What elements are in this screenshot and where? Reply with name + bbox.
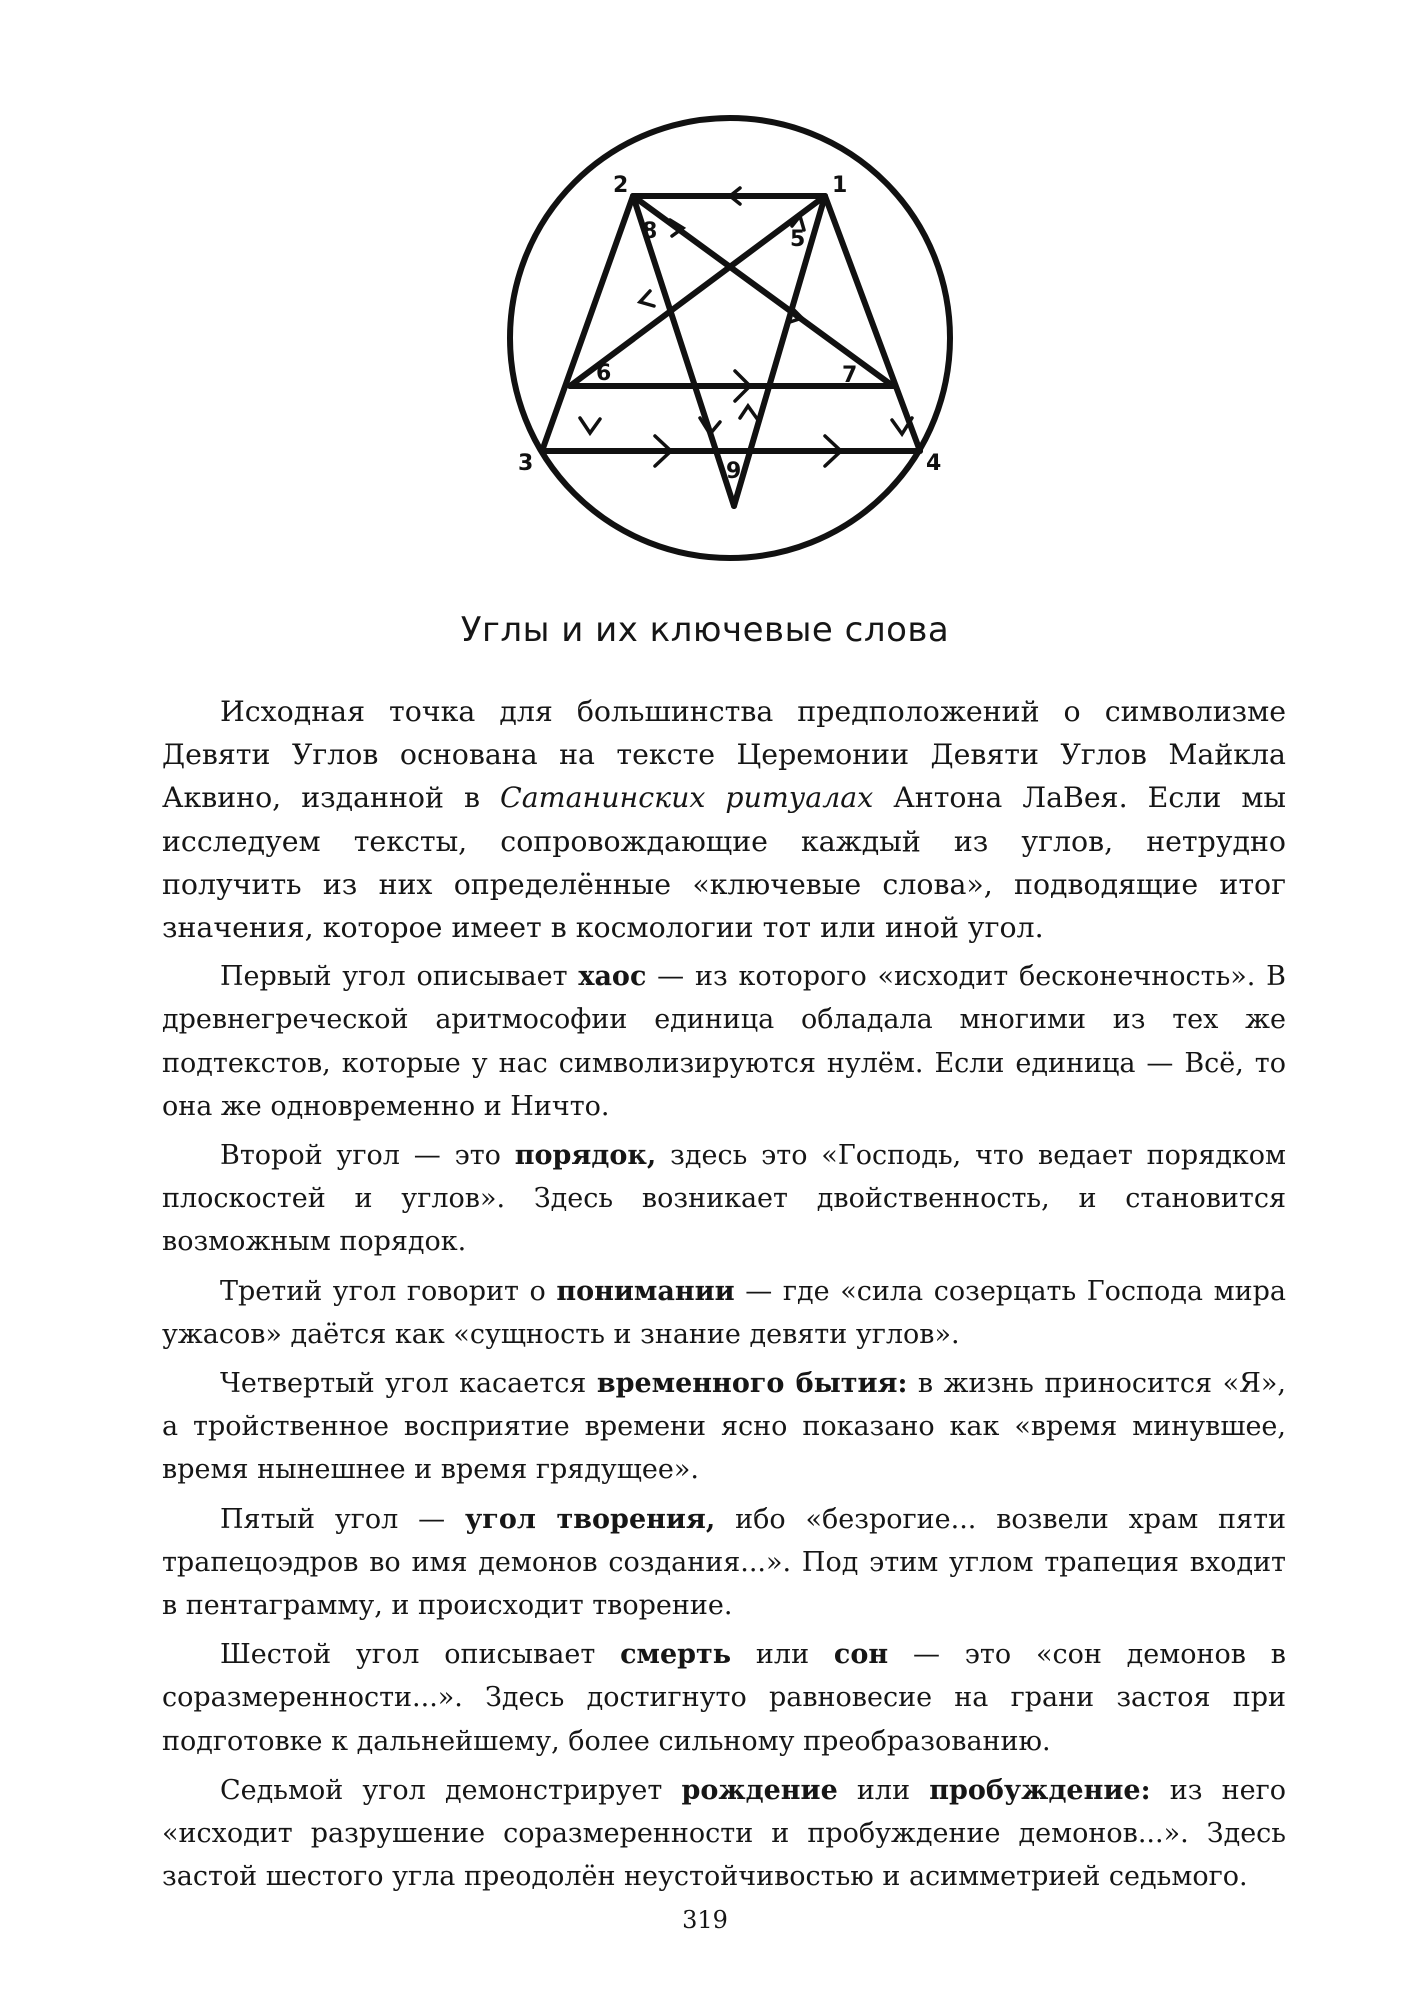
paragraph-4 (162, 1270, 1286, 1356)
page-number: 319 (682, 1906, 728, 1934)
text-span: Пятый угол — (220, 1503, 466, 1535)
section-title: Углы и их ключевые слова (460, 610, 950, 650)
text-span: Шестой угол описывает (220, 1639, 621, 1671)
diagram-line-2-7 (633, 196, 893, 386)
keyword-bold: пробуждение: (929, 1774, 1151, 1806)
paragraph-5 (162, 1362, 1286, 1492)
keyword-bold: временного бытия: (596, 1368, 908, 1400)
vertex-label-6: 6 (596, 361, 612, 386)
keyword-bold: смерть (620, 1639, 732, 1671)
arrow-mark (580, 418, 600, 433)
vertex-label-4: 4 (926, 451, 942, 476)
vertex-label-1: 1 (832, 173, 848, 198)
text-span: — где «сила созерцать Господа мира ужасов» даётся как «сущность и знание девяти углов». (162, 1275, 1286, 1350)
keyword-bold: понимании (556, 1275, 735, 1307)
vertex-label-3: 3 (518, 451, 534, 476)
paragraph-8 (162, 1769, 1286, 1899)
body-text (162, 690, 1286, 1904)
diagram-line-1-6 (570, 196, 825, 386)
paragraph-1 (162, 690, 1286, 949)
text-span: в жизнь приносится «Я», а тройственное восприятие времени ясно показано как «время минувшее, время нынешнее и время грядущее». (162, 1368, 1287, 1486)
paragraph-7 (162, 1633, 1286, 1763)
vertex-label-8: 8 (642, 219, 658, 244)
text-span: — это «сон демонов в соразмеренности...». Здесь достигнуто равновесие на грани застоя при подготовке к дальнейшему, более сильному преобразованию. (162, 1639, 1286, 1757)
text-span: Седьмой угол демонстрирует (220, 1774, 682, 1806)
diagram-line-4-1 (825, 196, 920, 451)
text-span: Третий угол говорит о (220, 1275, 557, 1307)
vertex-label-2: 2 (613, 173, 629, 198)
arrow-mark (640, 291, 654, 306)
text-span: Четвертый угол касается (220, 1368, 597, 1400)
text-span: Первый угол описывает (220, 961, 579, 993)
nine-angles-diagram (500, 108, 960, 568)
keyword-bold: угол творения, (465, 1503, 716, 1535)
arrow-mark (892, 418, 912, 434)
text-span: — из которого «исходит бесконечность». В древнегреческой аритмософии единица обладала многими из тех же подтекстов, которые у нас символизируются нулём. Если единица — Всё, то она же одновременно и Ничто. (162, 961, 1286, 1122)
vertex-label-7: 7 (842, 363, 858, 388)
vertex-label-9: 9 (726, 459, 742, 484)
text-span: здесь это «Господь, что ведает порядком плоскостей и углов». Здесь возникает двойственность, и становится возможным порядок. (162, 1140, 1286, 1258)
diagram-line-2-3 (542, 196, 633, 451)
paragraph-3 (162, 1134, 1286, 1264)
arrow-mark (740, 406, 758, 420)
text-span: или (731, 1639, 834, 1671)
italic-book-title: Сатанинских ритуалах (500, 781, 874, 815)
keyword-bold: сон (833, 1639, 889, 1671)
text-span: Второй угол — это (220, 1140, 515, 1172)
keyword-bold: рождение (681, 1774, 838, 1806)
text-span: Антона ЛаВея. Если мы исследуем тексты, сопровождающие каждый из углов, нетрудно получить из них определённые «ключевые слова», подводящие итог значения, которое имеет в космологии тот или иной угол. (162, 781, 1286, 945)
keyword-bold: хаос (578, 961, 647, 993)
paragraph-6 (162, 1498, 1286, 1628)
text-span: ибо «безрогие... возвели храм пяти трапецоэдров во имя демонов создания...». Под этим углом трапеция входит в пентаграмму, и происходит творение. (162, 1503, 1287, 1622)
text-span: из него «исходит разрушение соразмеренности и пробуждение демонов...». Здесь застой шестого угла преодолён неустойчивостью и асимметрией седьмого. (162, 1774, 1286, 1893)
diagram-line-1-9 (734, 196, 825, 506)
paragraph-2 (162, 955, 1286, 1128)
keyword-bold: порядок, (514, 1140, 657, 1172)
vertex-label-5: 5 (790, 227, 806, 252)
text-span: или (837, 1774, 930, 1806)
text-span: Исходная точка для большинства предположений о символизме Девяти Углов основана на тексте Церемонии Девяти Углов Майкла Аквино, изданной в (162, 695, 1286, 815)
